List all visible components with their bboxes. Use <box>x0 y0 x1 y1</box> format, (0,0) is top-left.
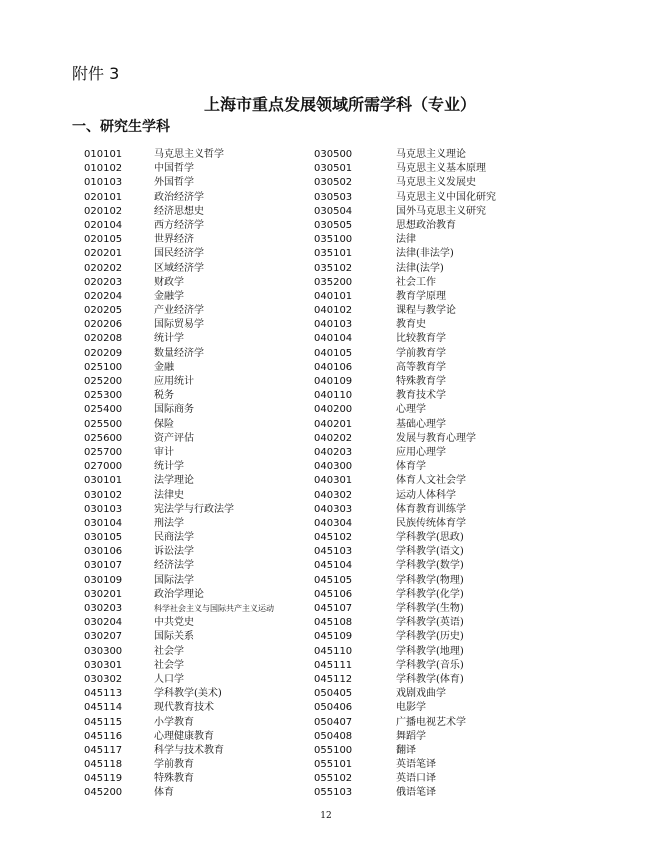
discipline-name: 心理学 <box>396 404 426 416</box>
discipline-code: 030109 <box>84 574 123 586</box>
discipline-code: 025100 <box>84 361 123 373</box>
discipline-name: 统计学 <box>154 461 184 473</box>
discipline-code: 030201 <box>84 588 123 600</box>
discipline-name: 体育人文社会学 <box>396 475 466 487</box>
discipline-code: 045105 <box>314 574 353 586</box>
discipline-name: 税务 <box>154 390 174 402</box>
discipline-code: 030204 <box>84 617 123 629</box>
discipline-code: 020209 <box>84 347 123 359</box>
discipline-code: 030500 <box>314 149 353 160</box>
discipline-name: 俄语笔译 <box>396 787 436 799</box>
discipline-code: 035102 <box>314 262 353 274</box>
discipline-code: 010101 <box>84 149 123 160</box>
discipline-name: 基础心理学 <box>396 418 446 430</box>
discipline-code: 025300 <box>84 390 123 402</box>
discipline-name: 舞蹈学 <box>396 730 426 742</box>
discipline-name: 学科教学(生物) <box>396 603 464 614</box>
discipline-name: 课程与教学论 <box>396 305 456 317</box>
discipline-code: 045110 <box>314 645 353 657</box>
discipline-name: 高等教育学 <box>396 361 446 373</box>
discipline-code: 040202 <box>314 432 353 444</box>
discipline-code: 040200 <box>314 404 353 416</box>
discipline-name: 学科教学(地理) <box>396 645 464 657</box>
discipline-code: 030106 <box>84 546 123 558</box>
discipline-name: 应用统计 <box>154 376 194 387</box>
discipline-name: 国外马克思主义研究 <box>396 205 486 217</box>
discipline-name: 保险 <box>154 418 174 430</box>
discipline-name: 体育教育训练学 <box>396 503 466 515</box>
discipline-name: 经济思想史 <box>154 205 204 217</box>
discipline-name: 戏剧戏曲学 <box>396 688 446 700</box>
discipline-code: 055102 <box>314 773 353 785</box>
discipline-name: 政治学理论 <box>154 588 204 600</box>
discipline-name: 学科教学(思政) <box>396 532 464 544</box>
discipline-code: 040201 <box>314 418 353 430</box>
discipline-code: 030502 <box>314 177 353 189</box>
discipline-name: 学科教学(音乐) <box>396 659 464 671</box>
discipline-name: 金融学 <box>154 290 184 302</box>
document-title: 上海市重点发展领域所需学科（专业） <box>203 95 476 114</box>
discipline-code: 030101 <box>84 475 123 487</box>
discipline-name: 民商法学 <box>154 532 194 544</box>
discipline-code: 045200 <box>84 787 123 799</box>
discipline-code: 030302 <box>84 673 123 685</box>
discipline-code: 027000 <box>84 461 123 473</box>
discipline-code: 020102 <box>84 205 123 217</box>
discipline-code: 045114 <box>84 702 123 714</box>
discipline-code: 050406 <box>314 702 353 714</box>
discipline-code: 045115 <box>84 716 123 728</box>
discipline-code: 030103 <box>84 503 123 515</box>
discipline-code: 030301 <box>84 659 123 671</box>
discipline-name: 中国哲学 <box>154 163 194 175</box>
discipline-code: 040302 <box>314 489 353 501</box>
discipline-name: 金融 <box>154 361 174 373</box>
discipline-name: 应用心理学 <box>396 446 446 458</box>
discipline-name: 学科教学(物理) <box>396 574 464 586</box>
discipline-name: 法律(法学) <box>396 262 444 274</box>
discipline-code: 030105 <box>84 532 123 544</box>
discipline-code: 040303 <box>314 503 353 515</box>
discipline-code: 035100 <box>314 234 353 246</box>
discipline-name: 国际商务 <box>154 404 194 416</box>
discipline-name: 体育 <box>154 787 174 799</box>
discipline-name: 数量经济学 <box>154 347 204 359</box>
discipline-name: 西方经济学 <box>154 219 204 231</box>
discipline-name: 心理健康教育 <box>154 730 214 742</box>
discipline-code: 040106 <box>314 361 353 373</box>
discipline-code: 055100 <box>314 744 353 756</box>
discipline-name: 宪法学与行政法学 <box>154 503 234 515</box>
discipline-name: 国际关系 <box>154 631 194 643</box>
discipline-code: 045106 <box>314 588 353 600</box>
discipline-name: 产业经济学 <box>154 305 204 317</box>
discipline-code: 040104 <box>314 333 353 345</box>
discipline-code: 030505 <box>314 219 353 231</box>
discipline-name: 资产评估 <box>154 432 194 444</box>
discipline-name: 法律史 <box>154 489 184 501</box>
page-number: 12 <box>320 811 332 821</box>
discipline-code: 040304 <box>314 517 353 529</box>
discipline-name: 中共党史 <box>154 617 194 629</box>
discipline-name: 发展与教育心理学 <box>396 432 476 444</box>
discipline-name: 学科教学(数学) <box>396 560 464 572</box>
discipline-code: 020201 <box>84 248 123 260</box>
discipline-code: 040300 <box>314 461 353 473</box>
discipline-code: 045111 <box>314 659 353 671</box>
discipline-name: 国际贸易学 <box>154 319 204 331</box>
discipline-code: 020105 <box>84 234 123 246</box>
discipline-code: 030207 <box>84 631 123 643</box>
discipline-name: 民族传统体育学 <box>396 517 466 529</box>
discipline-code: 020104 <box>84 219 123 231</box>
discipline-code: 020208 <box>84 333 123 345</box>
discipline-code: 025400 <box>84 404 123 416</box>
discipline-name: 电影学 <box>396 702 426 714</box>
discipline-code: 050405 <box>314 688 353 700</box>
discipline-name: 教育学原理 <box>396 290 446 302</box>
discipline-code: 040101 <box>314 290 353 302</box>
discipline-name: 英语笔译 <box>396 759 436 771</box>
discipline-code: 050407 <box>314 716 353 728</box>
discipline-name: 统计学 <box>154 333 184 345</box>
discipline-name: 社会学 <box>154 645 184 657</box>
discipline-code: 010103 <box>84 177 123 189</box>
discipline-name: 学科教学(美术) <box>154 688 222 700</box>
discipline-code: 055101 <box>314 759 353 771</box>
discipline-name: 运动人体科学 <box>396 489 456 501</box>
discipline-name: 马克思主义哲学 <box>154 149 224 160</box>
discipline-name: 英语口译 <box>396 773 436 785</box>
discipline-code: 045104 <box>314 560 353 572</box>
discipline-code: 010102 <box>84 163 123 175</box>
discipline-name: 经济法学 <box>154 560 194 572</box>
discipline-name: 刑法学 <box>154 517 184 529</box>
discipline-name: 马克思主义中国化研究 <box>396 191 496 203</box>
discipline-name: 翻译 <box>396 744 416 756</box>
discipline-code: 020206 <box>84 319 123 331</box>
discipline-name: 比较教育学 <box>396 333 446 345</box>
discipline-code: 050408 <box>314 730 353 742</box>
discipline-code: 025500 <box>84 418 123 430</box>
discipline-name: 区域经济学 <box>154 262 204 274</box>
discipline-name: 法律 <box>396 234 416 246</box>
discipline-code: 035101 <box>314 248 353 260</box>
discipline-code: 030102 <box>84 489 123 501</box>
discipline-name: 学科教学(英语) <box>396 617 464 629</box>
discipline-code: 045112 <box>314 673 353 685</box>
discipline-code: 030107 <box>84 560 123 572</box>
discipline-code: 040103 <box>314 319 353 331</box>
discipline-name: 体育学 <box>396 461 426 473</box>
discipline-name: 国际法学 <box>154 574 194 586</box>
discipline-code: 030501 <box>314 163 353 175</box>
discipline-code: 040301 <box>314 475 353 487</box>
discipline-code: 045107 <box>314 603 353 614</box>
discipline-code: 020204 <box>84 290 123 302</box>
discipline-name: 马克思主义理论 <box>396 149 466 160</box>
discipline-name: 政治经济学 <box>154 191 204 203</box>
discipline-code: 045118 <box>84 759 123 771</box>
discipline-code: 045117 <box>84 744 123 756</box>
discipline-code: 045109 <box>314 631 353 643</box>
discipline-code: 035200 <box>314 276 353 288</box>
discipline-name: 马克思主义发展史 <box>396 177 476 189</box>
discipline-name: 社会学 <box>154 659 184 671</box>
discipline-name: 科学与技术教育 <box>154 744 224 756</box>
discipline-name: 人口学 <box>154 673 184 685</box>
discipline-code: 045102 <box>314 532 353 544</box>
discipline-name: 诉讼法学 <box>154 546 194 558</box>
discipline-name: 科学社会主义与国际共产主义运动 <box>154 604 274 613</box>
discipline-name: 国民经济学 <box>154 248 204 260</box>
discipline-name: 教育史 <box>396 319 426 331</box>
discipline-code: 040109 <box>314 376 353 387</box>
discipline-name: 外国哲学 <box>154 177 194 189</box>
discipline-code: 040110 <box>314 390 353 402</box>
discipline-code: 040102 <box>314 305 353 317</box>
discipline-code: 045108 <box>314 617 353 629</box>
discipline-code: 045119 <box>84 773 123 785</box>
discipline-name: 特殊教育 <box>154 773 194 785</box>
discipline-code: 045103 <box>314 546 353 558</box>
discipline-name: 学科教学(化学) <box>396 588 464 600</box>
discipline-code: 030104 <box>84 517 123 529</box>
discipline-name: 教育技术学 <box>396 390 446 402</box>
discipline-code: 025700 <box>84 446 123 458</box>
discipline-code: 020205 <box>84 305 123 317</box>
discipline-code: 055103 <box>314 787 353 799</box>
discipline-name: 特殊教育学 <box>396 376 446 387</box>
discipline-code: 025200 <box>84 376 123 387</box>
discipline-code: 030504 <box>314 205 353 217</box>
section-heading: 一、研究生学科 <box>72 119 170 135</box>
discipline-name: 学科教学(体育) <box>396 673 464 685</box>
discipline-code: 030503 <box>314 191 353 203</box>
discipline-name: 现代教育技术 <box>154 702 214 714</box>
discipline-code: 030300 <box>84 645 123 657</box>
discipline-code: 020203 <box>84 276 123 288</box>
discipline-code: 020101 <box>84 191 123 203</box>
discipline-name: 学科教学(历史) <box>396 631 464 643</box>
discipline-code: 045116 <box>84 730 123 742</box>
discipline-name: 审计 <box>154 446 174 458</box>
discipline-name: 财政学 <box>154 276 184 288</box>
discipline-name: 小学教育 <box>154 716 194 728</box>
discipline-code: 030203 <box>84 603 123 614</box>
discipline-code: 040203 <box>314 446 353 458</box>
attachment-label: 附件 3 <box>72 64 120 83</box>
discipline-name: 思想政治教育 <box>396 219 456 231</box>
discipline-code: 025600 <box>84 432 123 444</box>
discipline-name: 马克思主义基本原理 <box>396 163 486 175</box>
discipline-name: 学科教学(语文) <box>396 546 464 558</box>
discipline-name: 学前教育学 <box>396 347 446 359</box>
discipline-name: 世界经济 <box>154 234 194 246</box>
discipline-name: 广播电视艺术学 <box>396 716 466 728</box>
discipline-name: 社会工作 <box>396 276 436 288</box>
discipline-name: 学前教育 <box>154 759 194 771</box>
discipline-code: 040105 <box>314 347 353 359</box>
discipline-name: 法学理论 <box>154 475 194 487</box>
discipline-code: 045113 <box>84 688 123 700</box>
discipline-code: 020202 <box>84 262 123 274</box>
discipline-name: 法律(非法学) <box>396 248 454 260</box>
